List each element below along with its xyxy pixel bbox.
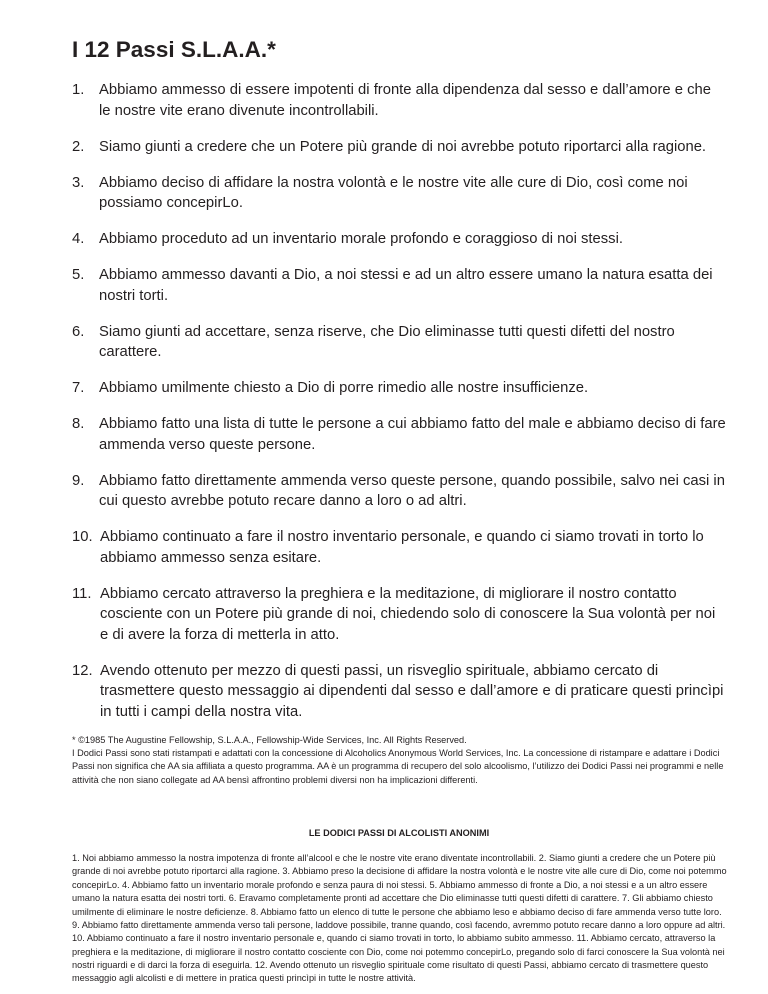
list-item: [72, 173, 726, 214]
step-text: Avendo ottenuto per mezzo di questi passi, un risveglio spirituale, abbiamo cercato di trasmettere questo messaggio ai dipendenti dal sesso e dall’amore e di praticare questi princìpi in tutti i campi della nostra vita.: [100, 662, 724, 720]
list-item: [72, 265, 726, 306]
step-number: 7.: [72, 380, 85, 396]
step-text: Abbiamo cercato attraverso la preghiera e la meditazione, di migliorare il nostro contatto cosciente con un Potere più grande di noi, chiedendo solo di conoscere la Sua volontà per noi e di avere la forza di metterla in atto.: [100, 585, 716, 643]
step-text: Abbiamo deciso di affidare la nostra volontà e le nostre vite alle cure di Dio, così come noi possiamo concepirLo.: [99, 174, 688, 211]
step-number: 5.: [72, 267, 85, 283]
step-number: 10.: [72, 529, 93, 545]
copyright-line: * ©1985 The Augustine Fellowship, S.L.A.A., Fellowship-Wide Services, Inc. All Rights Reserved.: [72, 734, 467, 745]
aa-section-heading: LE DODICI PASSI DI ALCOLISTI ANONIMI: [308, 828, 490, 839]
step-number: 2.: [72, 138, 85, 155]
step-text: Abbiamo proceduto ad un inventario morale profondo e coraggioso di noi stessi.: [99, 231, 623, 247]
step-number: 8.: [72, 416, 85, 432]
step-text: Abbiamo continuato a fare il nostro inventario personale, e quando ci siamo trovati in torto lo abbiamo ammesso senza esitare.: [100, 529, 704, 566]
list-item: [72, 414, 726, 455]
steps-list: [72, 80, 726, 722]
document-page: [72, 0, 726, 986]
step-text: Siamo giunti a credere che un Potere più grande di noi avrebbe potuto riportarci alla ragione.: [99, 138, 707, 155]
list-item: [72, 584, 726, 646]
list-item: [72, 471, 726, 512]
list-item: [72, 527, 726, 568]
step-number: 1.: [72, 82, 85, 98]
step-number: 11.: [72, 585, 92, 602]
step-text: Abbiamo fatto direttamente ammenda verso queste persone, quando possibile, salvo nei casi in cui questo avrebbe potuto recare danno a loro o ad altri.: [99, 472, 725, 509]
list-item: [72, 661, 726, 723]
step-text: Abbiamo ammesso di essere impotenti di fronte alla dipendenza dal sesso e dall’amore e che le nostre vite erano divenute incontrollabili.: [99, 82, 711, 119]
list-item: [72, 322, 726, 363]
step-number: 4.: [72, 231, 85, 247]
list-item: [72, 378, 726, 399]
step-text: Abbiamo ammesso davanti a Dio, a noi stessi e ad un altro essere umano la natura esatta dei nostri torti.: [99, 267, 713, 304]
step-text: Abbiamo umilmente chiesto a Dio di porre rimedio alle nostre insufficienze.: [99, 380, 589, 396]
step-number: 12.: [72, 662, 93, 679]
copyright-notice: [72, 734, 732, 788]
step-text: Siamo giunti ad accettare, senza riserve, che Dio eliminasse tutti questi difetti del nostro carattere.: [99, 323, 675, 360]
list-item: [72, 137, 726, 158]
step-number: 6.: [72, 323, 85, 340]
aa-steps-text: 1. Noi abbiamo ammesso la nostra impotenza di fronte all’alcool e che le nostre vite erano diventate incontrollabili. 2. Siamo giunti a credere che un Potere più grande di noi avrebbe potuto riportarci alla ragione. 3. Abbiamo preso la decisione di affidare la nostra volontà e le nostre vite alle cure di Dio, come noi potemmo concepirLo. 4. Abbiamo fatto un inventario morale profondo e senza paura di noi stessi. 5. Abbiamo ammesso di fronte a Dio, a noi stessi e a un altro essere umano la natura esatta dei nostri torti. 6. Eravamo completamente pronti ad accettare che Dio eliminasse tutti questi difetti di carattere. 7. Gli abbiamo chiesto umilmente di eliminare le nostre deficienze. 8. Abbiamo fatto un elenco di tutte le persone che abbiamo leso e abbiamo deciso di fare ammenda verso tutte loro. 9. Abbiamo fatto direttamente ammenda verso tali persone, laddove possibile, tranne quando, così facendo, avremmo potuto recare danno a loro oppure ad altri. 10. Abbiamo continuato a fare il nostro inventario personale e, quando ci siamo trovati in torto, lo abbiamo subito ammesso. 11. Abbiamo cercato, attraverso la preghiera e la meditazione, di migliorare il nostro contatto cosciente con Dio, come noi potemmo concepirLo, pregando solo di farci conoscere la Sua volontà nei nostri riguardi e di darci la forza di eseguirla. 12. Avendo ottenuto un risveglio spirituale come risultato di questi Passi, abbiamo cercato di trasmettere questo messaggio agli alcolisti e di mettere in pratica questi princìpi in tutte le nostre attività.: [72, 853, 727, 984]
page-title: I 12 Passi S.L.A.A.*: [72, 37, 276, 62]
copyright-note: I Dodici Passi sono stati ristampati e adattati con la concessione di Alcoholics Anonymous World Services, Inc. La concessione di ristampare e adattare i Dodici Passi non significa che AA sia affiliata a questo programma. AA è un programma di recupero del solo alcoolismo, l’utilizzo dei Dodici Passi nei programmi e nelle attività che non siano collegate ad AA bensì affrontino problemi diversi non ha implicazioni differenti.: [72, 747, 724, 785]
step-text: Abbiamo fatto una lista di tutte le persone a cui abbiamo fatto del male e abbiamo deciso di fare ammenda verso queste persone.: [99, 416, 726, 453]
step-number: 9.: [72, 472, 85, 489]
list-item: [72, 229, 726, 250]
step-number: 3.: [72, 174, 85, 191]
list-item: [72, 80, 726, 121]
